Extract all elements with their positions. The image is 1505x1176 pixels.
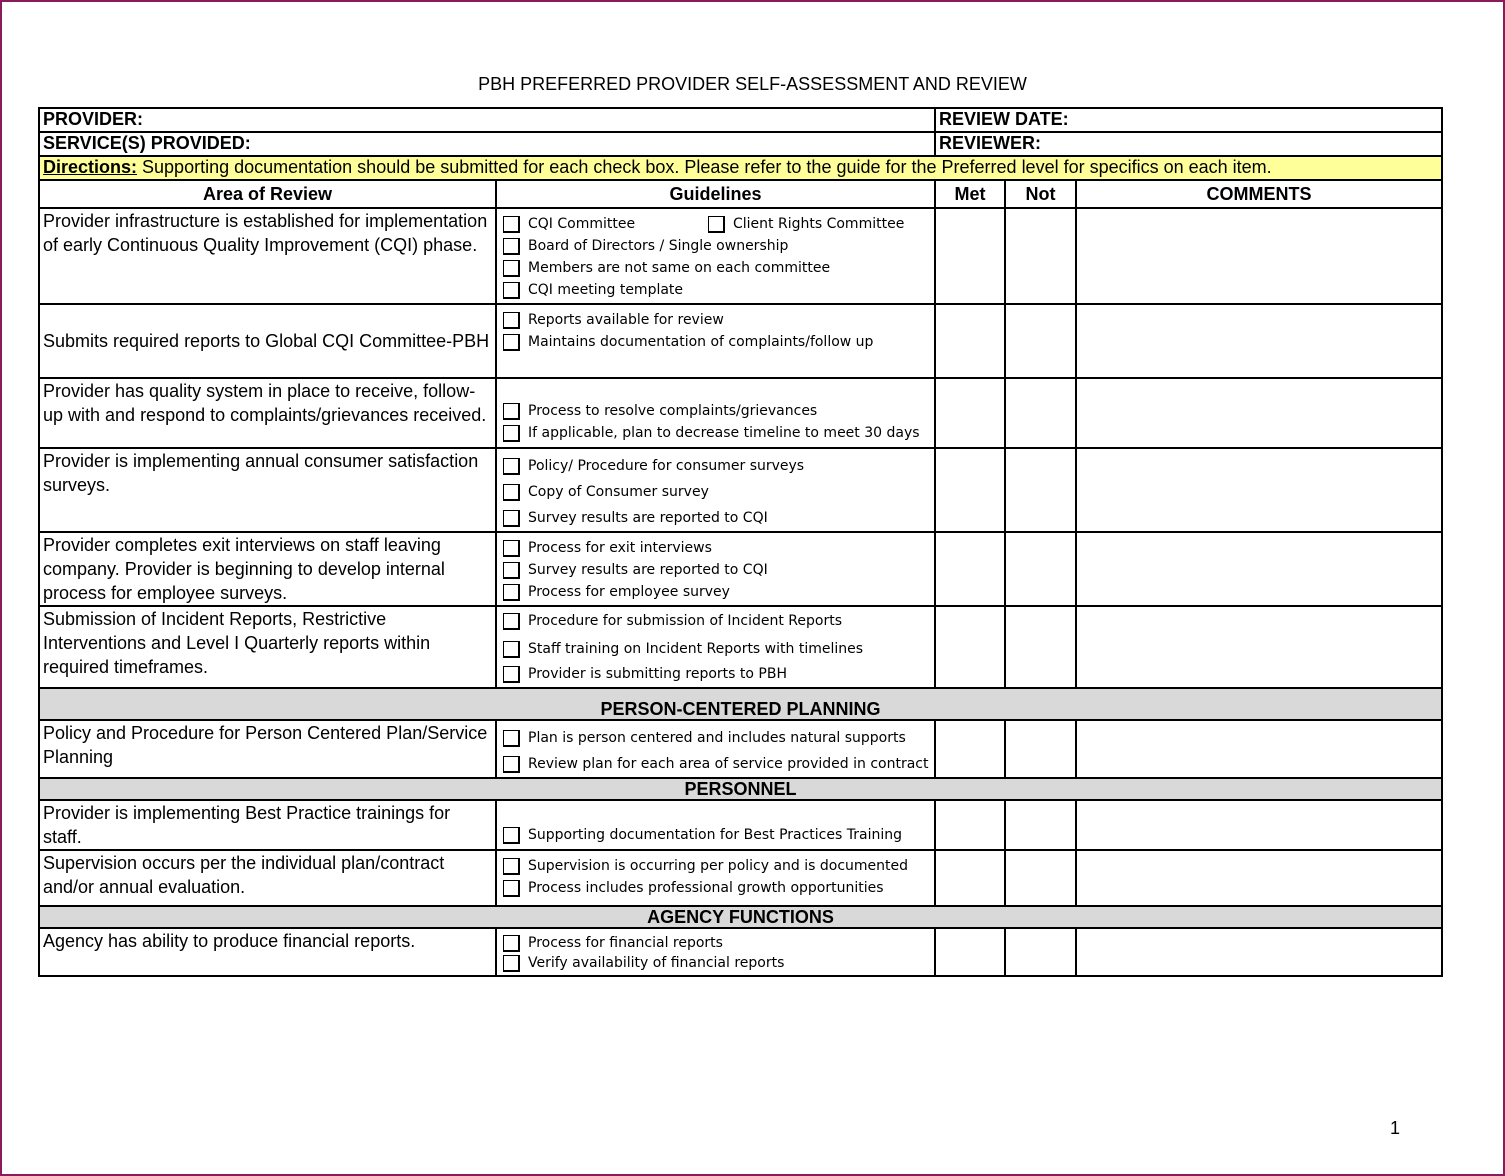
section-header-row: [39, 906, 1442, 928]
col-area-of-review: Area of Review: [39, 180, 496, 208]
area-of-review-cell: Provider has quality system in place to receive, follow-up with and respond to complaints/grievances received.: [39, 378, 496, 448]
area-of-review-cell: Submission of Incident Reports, Restrictive Interventions and Level I Quarterly reports within required timeframes.: [39, 606, 496, 688]
guidelines-cell: [496, 800, 935, 850]
checkbox[interactable]: [503, 584, 520, 601]
guideline-item: [503, 505, 930, 531]
guideline-item: [503, 933, 930, 953]
services-provided-label[interactable]: SERVICE(S) PROVIDED:: [39, 132, 935, 156]
guideline-label: Process includes professional growth opportunities: [528, 880, 884, 896]
guidelines-cell: [496, 532, 935, 606]
checkbox[interactable]: [503, 955, 520, 972]
guideline-item: [503, 257, 930, 279]
guideline-item: [503, 725, 930, 751]
guideline-item: [503, 309, 930, 331]
guideline-label: Process for financial reports: [528, 935, 723, 951]
guideline-label: Plan is person centered and includes natural supports: [528, 730, 906, 746]
guideline-label: Supervision is occurring per policy and is documented: [528, 858, 909, 874]
checkbox[interactable]: [503, 458, 520, 475]
checkbox[interactable]: [503, 540, 520, 557]
col-not: Not: [1005, 180, 1076, 208]
guideline-label: Process to resolve complaints/grievances: [528, 403, 818, 419]
checkbox[interactable]: [503, 425, 520, 442]
area-of-review-cell: Provider is implementing Best Practice trainings for staff.: [39, 800, 496, 850]
guideline-label: Members are not same on each committee: [528, 260, 831, 276]
area-of-review-cell: Provider is implementing annual consumer satisfaction surveys.: [39, 448, 496, 532]
guideline-label: Copy of Consumer survey: [528, 484, 709, 500]
checkbox[interactable]: [503, 510, 520, 527]
not-cell[interactable]: [1005, 208, 1076, 304]
guideline-item: [503, 877, 930, 899]
section-header-row: [39, 688, 1442, 720]
guideline-label: Policy/ Procedure for consumer surveys: [528, 458, 805, 474]
guidelines-cell: [496, 850, 935, 906]
directions-row: [39, 156, 1442, 180]
area-of-review-cell: Provider infrastructure is established for implementation of early Continuous Quality Improvement (CQI) phase.: [39, 208, 496, 304]
document-title: PBH PREFERRED PROVIDER SELF-ASSESSMENT AND REVIEW: [478, 74, 1027, 94]
checkbox[interactable]: [503, 858, 520, 875]
guideline-label: Reports available for review: [528, 312, 724, 328]
area-of-review-cell: Supervision occurs per the individual plan/contract and/or annual evaluation.: [39, 850, 496, 906]
col-guidelines: Guidelines: [496, 180, 935, 208]
col-met: Met: [935, 180, 1005, 208]
services-row: [39, 132, 1442, 156]
guideline-item: [503, 751, 930, 777]
checkbox[interactable]: [503, 935, 520, 952]
guideline-label: Provider is submitting reports to PBH: [528, 666, 787, 682]
guideline-label: Process for employee survey: [528, 584, 730, 600]
checkbox[interactable]: [503, 312, 520, 329]
guideline-label: Procedure for submission of Incident Reports: [528, 613, 842, 629]
guideline-label: Verify availability of financial reports: [528, 955, 785, 971]
comments-cell[interactable]: [1076, 378, 1442, 448]
comments-cell[interactable]: [1076, 928, 1442, 976]
guideline-item: [503, 422, 930, 444]
guideline-label: Staff training on Incident Reports with timelines: [528, 641, 864, 657]
area-of-review-cell: Submits required reports to Global CQI Committee-PBH: [39, 304, 496, 378]
not-cell[interactable]: [1005, 850, 1076, 906]
met-cell[interactable]: [935, 208, 1005, 304]
guideline-item: [503, 953, 930, 973]
directions-text: Supporting documentation should be submitted for each check box. Please refer to the guide for the Preferred level for specifics on each item.: [137, 157, 1272, 177]
provider-row: [39, 108, 1442, 132]
met-cell[interactable]: [935, 606, 1005, 688]
column-header-row: [39, 180, 1442, 208]
guideline-item: [503, 824, 930, 846]
guidelines-cell: [496, 208, 935, 304]
provider-label[interactable]: PROVIDER:: [39, 108, 935, 132]
area-of-review-cell: Provider completes exit interviews on staff leaving company. Provider is beginning to develop internal process for employee surveys.: [39, 532, 496, 606]
section-title: AGENCY FUNCTIONS: [39, 906, 1442, 928]
checkbox[interactable]: [708, 216, 725, 233]
guidelines-cell: [496, 304, 935, 378]
met-cell[interactable]: [935, 928, 1005, 976]
guideline-label: Maintains documentation of complaints/follow up: [528, 334, 874, 350]
guideline-item: [503, 479, 930, 505]
directions-banner: [39, 156, 1442, 180]
checkbox[interactable]: [503, 260, 520, 277]
guideline-label: Process for exit interviews: [528, 540, 712, 556]
guideline-item: [503, 331, 930, 353]
guideline-item: [503, 453, 930, 479]
guideline-item: [503, 635, 930, 663]
guideline-label: CQI meeting template: [528, 282, 684, 298]
table-row: [39, 532, 1442, 606]
table-row: [39, 208, 1442, 304]
area-of-review-cell: Agency has ability to produce financial reports.: [39, 928, 496, 976]
guideline-item: [503, 855, 930, 877]
checkbox[interactable]: [503, 562, 520, 579]
table-row: [39, 720, 1442, 778]
checkbox[interactable]: [503, 484, 520, 501]
guideline-label: If applicable, plan to decrease timeline to meet 30 days: [528, 425, 920, 441]
guideline-item: [503, 559, 930, 581]
met-cell[interactable]: [935, 800, 1005, 850]
guidelines-cell: [496, 606, 935, 688]
comments-cell[interactable]: [1076, 208, 1442, 304]
not-cell[interactable]: [1005, 532, 1076, 606]
not-cell[interactable]: [1005, 928, 1076, 976]
assessment-table: [38, 107, 1443, 977]
section-header-row: [39, 778, 1442, 800]
checkbox[interactable]: [503, 730, 520, 747]
table-row: [39, 448, 1442, 532]
checkbox[interactable]: [503, 403, 520, 420]
page-number: 1: [1390, 1118, 1401, 1138]
checkbox[interactable]: [503, 334, 520, 351]
guideline-item: [503, 235, 930, 257]
table-row: [39, 606, 1442, 688]
comments-cell[interactable]: [1076, 606, 1442, 688]
guideline-label: CQI Committee: [528, 216, 636, 232]
guideline-label: Board of Directors / Single ownership: [528, 238, 789, 254]
guidelines-cell: [496, 928, 935, 976]
guidelines-cell: [496, 378, 935, 448]
guidelines-cell: [496, 448, 935, 532]
comments-cell[interactable]: [1076, 304, 1442, 378]
guideline-label: Survey results are reported to CQI: [528, 510, 768, 526]
table-row: [39, 304, 1442, 378]
checkbox[interactable]: [503, 756, 520, 773]
met-cell[interactable]: [935, 532, 1005, 606]
checkbox[interactable]: [503, 216, 520, 233]
comments-cell[interactable]: [1076, 850, 1442, 906]
comments-cell[interactable]: [1076, 800, 1442, 850]
checkbox[interactable]: [503, 880, 520, 897]
section-title: PERSON-CENTERED PLANNING: [39, 688, 1442, 720]
reviewer-label[interactable]: REVIEWER:: [935, 132, 1442, 156]
not-cell[interactable]: [1005, 720, 1076, 778]
checkbox[interactable]: [503, 827, 520, 844]
table-row: [39, 800, 1442, 850]
table-row: [39, 928, 1442, 976]
review-date-label[interactable]: REVIEW DATE:: [935, 108, 1442, 132]
col-comments: COMMENTS: [1076, 180, 1442, 208]
guideline-item: [503, 663, 930, 685]
guideline-label: Client Rights Committee: [733, 216, 905, 232]
not-cell[interactable]: [1005, 800, 1076, 850]
checkbox[interactable]: [503, 238, 520, 255]
guideline-item: [503, 400, 930, 422]
guideline-item: [503, 537, 930, 559]
table-row: [39, 378, 1442, 448]
comments-cell[interactable]: [1076, 448, 1442, 532]
met-cell[interactable]: [935, 378, 1005, 448]
checkbox[interactable]: [503, 613, 520, 630]
not-cell[interactable]: [1005, 378, 1076, 448]
checkbox[interactable]: [503, 641, 520, 658]
guideline-item: [503, 581, 930, 603]
met-cell[interactable]: [935, 850, 1005, 906]
guideline-label: Review plan for each area of service provided in contract: [528, 756, 929, 772]
comments-cell[interactable]: [1076, 532, 1442, 606]
area-of-review-cell: Policy and Procedure for Person Centered Plan/Service Planning: [39, 720, 496, 778]
not-cell[interactable]: [1005, 448, 1076, 532]
guideline-item: [503, 279, 930, 301]
directions-lead: Directions:: [43, 157, 138, 177]
checkbox[interactable]: [503, 666, 520, 683]
met-cell[interactable]: [935, 304, 1005, 378]
guideline-label: Survey results are reported to CQI: [528, 562, 768, 578]
comments-cell[interactable]: [1076, 720, 1442, 778]
checkbox[interactable]: [503, 282, 520, 299]
met-cell[interactable]: [935, 448, 1005, 532]
met-cell[interactable]: [935, 720, 1005, 778]
guideline-item: [503, 607, 930, 635]
guideline-item: [503, 213, 930, 235]
section-title: PERSONNEL: [39, 778, 1442, 800]
guidelines-cell: [496, 720, 935, 778]
guideline-label: Supporting documentation for Best Practices Training: [528, 827, 902, 843]
not-cell[interactable]: [1005, 304, 1076, 378]
not-cell[interactable]: [1005, 606, 1076, 688]
table-row: [39, 850, 1442, 906]
